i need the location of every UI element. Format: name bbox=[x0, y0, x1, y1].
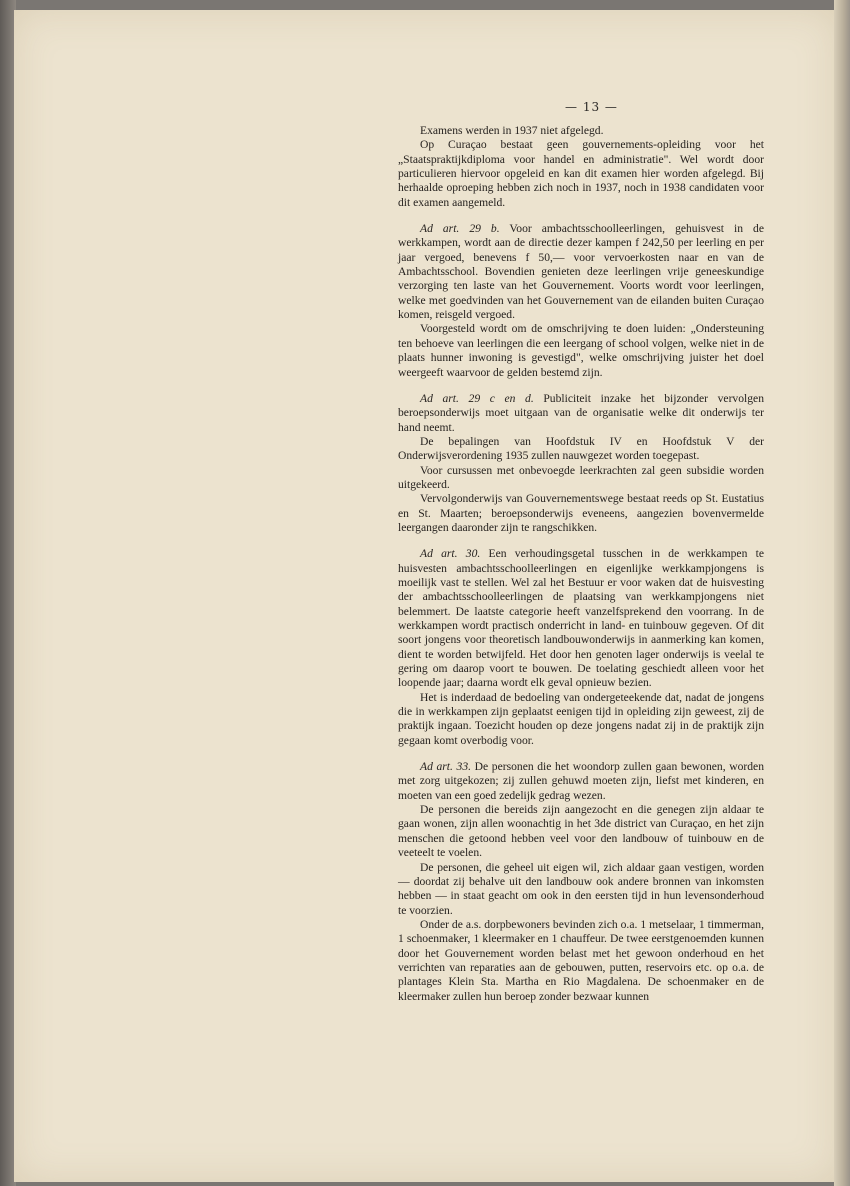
section-art-29b bbox=[398, 222, 764, 380]
section-heading: Ad art. 29 b. bbox=[420, 222, 500, 236]
body-text bbox=[398, 124, 764, 1004]
paragraph: Voorgesteld wordt om de omschrijving te doen luiden: „Ondersteuning ten behoeve van leerlingen die een leergang of school volgen, welke niet in de plaats hunner inwoning is gevestigd", welke omschrijving juister het doel weergeeft waarvoor de gelden bestemd zijn. bbox=[398, 322, 764, 379]
section-heading: Ad art. 29 c en d. bbox=[420, 391, 534, 405]
paragraph bbox=[398, 222, 764, 322]
paragraph: Voor cursussen met onbevoegde leerkrachten zal geen subsidie worden uitgekeerd. bbox=[398, 463, 764, 491]
paragraph-text: Een verhoudingsgetal tusschen in de werkkampen te huisvesten ambachtsschoolleerlingen en eigenlijke werkkampjongens is moeilijk vast te stellen. Wel zal het Bestuur er voor waken dat de huisvesting der ambachtsschoolleerlingen de plaatsing van werkkampjongens niet belemmert. De laatste categorie heeft vanzelfsprekend den voorrang. In de werkkampen wordt practisch onderricht in land- en tuinbouw gegeven. Of dit soort jongens voor theoretisch landbouwonderwijs in aanmerking kan komen, dient te worden betwijfeld. Het door hen genoten lager onderwijs is veelal te gering om daarop voort te bouwen. De toelating geschiedt alleen voor het loopende jaar; daarna wordt elk geval opnieuw bezien. bbox=[398, 547, 764, 690]
page-edge bbox=[834, 0, 850, 1186]
section-heading: Ad art. 30. bbox=[420, 547, 481, 561]
section-art-33 bbox=[398, 760, 764, 1004]
section-art-30 bbox=[398, 547, 764, 748]
paragraph: Onder de a.s. dorpbewoners bevinden zich o.a. 1 metselaar, 1 timmerman, 1 schoenmaker, 1 kleermaker en 1 chauffeur. De twee eerstgenoemden kunnen door het Gouvernement worden belast met het gewoon onderhoud en het verrichten van reparaties aan de gebouwen, putten, reservoirs etc. op o.a. de plantages Klein Sta. Martha en Rio Magdalena. De schoenmaker en de kleermaker zullen hun beroep zonder bezwaar kunnen bbox=[398, 917, 764, 1003]
page-number: — 13 — bbox=[565, 100, 618, 114]
paragraph-text: De personen die het woondorp zullen gaan bewonen, worden met zorg uitgekozen; zij zullen gehuwd moeten zijn, liefst met kinderen, en moeten van een goed zedelijk gedrag wezen. bbox=[398, 760, 764, 802]
paragraph: De personen, die geheel uit eigen wil, zich aldaar gaan vestigen, worden — doordat zij behalve uit den landbouw ook andere bronnen van inkomsten hebben — in staat geacht om ook in den eersten tijd in hun levensonderhoud te voorzien. bbox=[398, 860, 764, 917]
section-heading: Ad art. 33. bbox=[420, 760, 472, 774]
paragraph: Op Curaçao bestaat geen gouvernements-opleiding voor het „Staatspraktijkdiploma voor handel en administratie". Wel wordt door particulieren hiervoor opgeleid en kan dit examen hier worden afgelegd. Bij herhaalde oproeping hebben zich noch in 1937, noch in 1938 candidaten voor dit examen aangemeld. bbox=[398, 138, 764, 209]
paragraph-text: Voor ambachtsschoolleerlingen, gehuisvest in de werkkampen, wordt aan de directie dezer kampen f 242,50 per leerling en per jaar vergoed, benevens f 50,— voor vervoerkosten naar en van de Ambachtsschool. Bovendien genieten deze leerlingen vrije geneeskundige verzorging ten laste van het Gouvernement. Voorts wordt voor leerlingen, welke met goedvinden van het Gouvernement van de eilanden buiten Curaçao komen, reisgeld vergoed. bbox=[398, 222, 764, 322]
paragraph bbox=[398, 760, 764, 803]
paragraph bbox=[398, 392, 764, 435]
paragraph bbox=[398, 547, 764, 690]
section-art-29cd bbox=[398, 392, 764, 535]
paragraph-text: Publiciteit inzake het bijzonder vervolgen beroepsonderwijs moet uitgaan van de organisatie welke dit onderwijs ter hand neemt. bbox=[398, 391, 764, 434]
paragraph: Examens werden in 1937 niet afgelegd. bbox=[420, 124, 604, 137]
paragraph: Het is inderdaad de bedoeling van ondergeteekende dat, nadat de jongens die in werkkampen zijn geplaatst eenigen tijd in opleiding zijn geweest, zij de praktijk ingaan. Toezicht houden op deze jongens nadat zij in de praktijk zijn gegaan komt overbodig voor. bbox=[398, 690, 764, 747]
paragraph: De bepalingen van Hoofdstuk IV en Hoofdstuk V der Onderwijsverordening 1935 zullen nauwgezet worden toegepast. bbox=[398, 434, 764, 463]
paragraph: De personen die bereids zijn aangezocht en die genegen zijn aldaar te gaan wonen, zijn allen woonachtig in het 3de district van Curaçao, en het zijn menschen die getoond hebben veel voor den landbouw of tuinbouw en de veeteelt te voelen. bbox=[398, 803, 764, 860]
paragraph: Vervolgonderwijs van Gouvernementswege bestaat reeds op St. Eustatius en St. Maarten; beroepsonderwijs eveneens, aangezien bovenvermelde leergangen daaronder zijn te rangschikken. bbox=[398, 492, 764, 534]
section-intro bbox=[398, 124, 764, 210]
